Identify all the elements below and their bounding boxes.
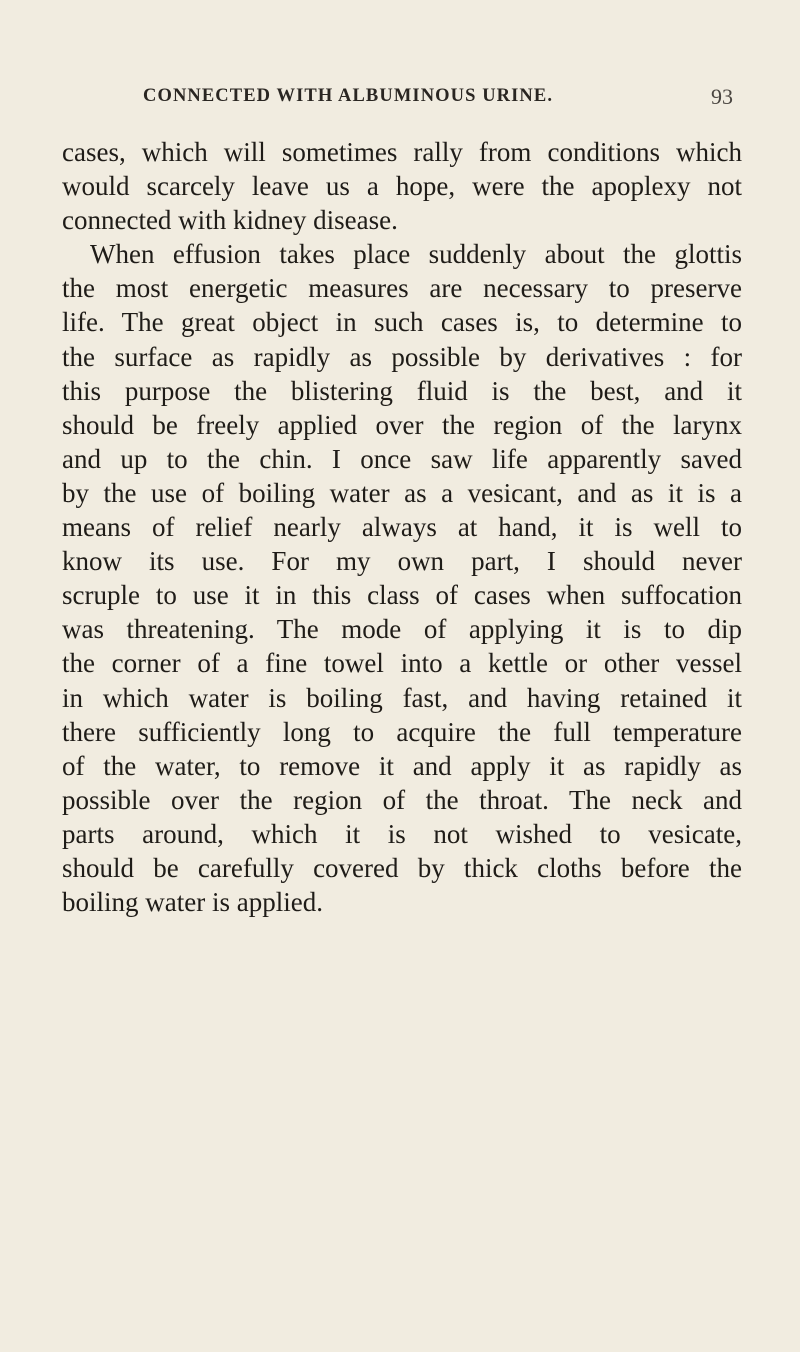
text-line: should be freely applied over the region of the larynx: [62, 409, 742, 440]
text-line: scruple to use it in this class of cases when suffocation: [62, 580, 742, 611]
text-line: would scarcely leave us a hope, were the apoplexy not: [62, 171, 742, 202]
text-line: cases, which will sometimes rally from conditions which: [62, 137, 742, 167]
text-line: boiling water is applied.: [62, 887, 323, 918]
text-line: the surface as rapidly as possible by derivatives : for: [62, 341, 742, 372]
text-line: should be carefully covered by thick cloths before the: [62, 852, 742, 883]
text-line: this purpose the blistering fluid is the best, and it: [62, 375, 742, 406]
text-line: in which water is boiling fast, and having retained it: [62, 682, 742, 713]
text-line: and up to the chin. I once saw life apparently saved: [62, 443, 742, 474]
text-line: there sufficiently long to acquire the full temperature: [62, 716, 742, 747]
body-text: [62, 135, 742, 919]
page-number: 93: [711, 84, 733, 109]
text-line: was threatening. The mode of applying it is to dip: [62, 614, 742, 645]
text-line: the corner of a fine towel into a kettle or other vessel: [62, 648, 742, 679]
text-line: know its use. For my own part, I should never: [62, 546, 742, 577]
running-head: [143, 86, 733, 112]
text-line: the most energetic measures are necessary to preserve: [62, 273, 742, 304]
text-line: When effusion takes place suddenly about the glottis: [90, 239, 742, 270]
text-line: means of relief nearly always at hand, it is well to: [62, 512, 742, 543]
text-line: life. The great object in such cases is, to determine to: [62, 307, 742, 338]
text-line: parts around, which it is not wished to vesicate,: [62, 818, 742, 849]
text-line: possible over the region of the throat. The neck and: [62, 784, 742, 815]
text-line: connected with kidney disease.: [62, 205, 398, 236]
running-head-title: CONNECTED WITH ALBUMINOUS URINE.: [143, 86, 554, 106]
text-line: by the use of boiling water as a vesicant, and as it is a: [62, 477, 742, 508]
text-line: of the water, to remove it and apply it as rapidly as: [62, 750, 742, 781]
